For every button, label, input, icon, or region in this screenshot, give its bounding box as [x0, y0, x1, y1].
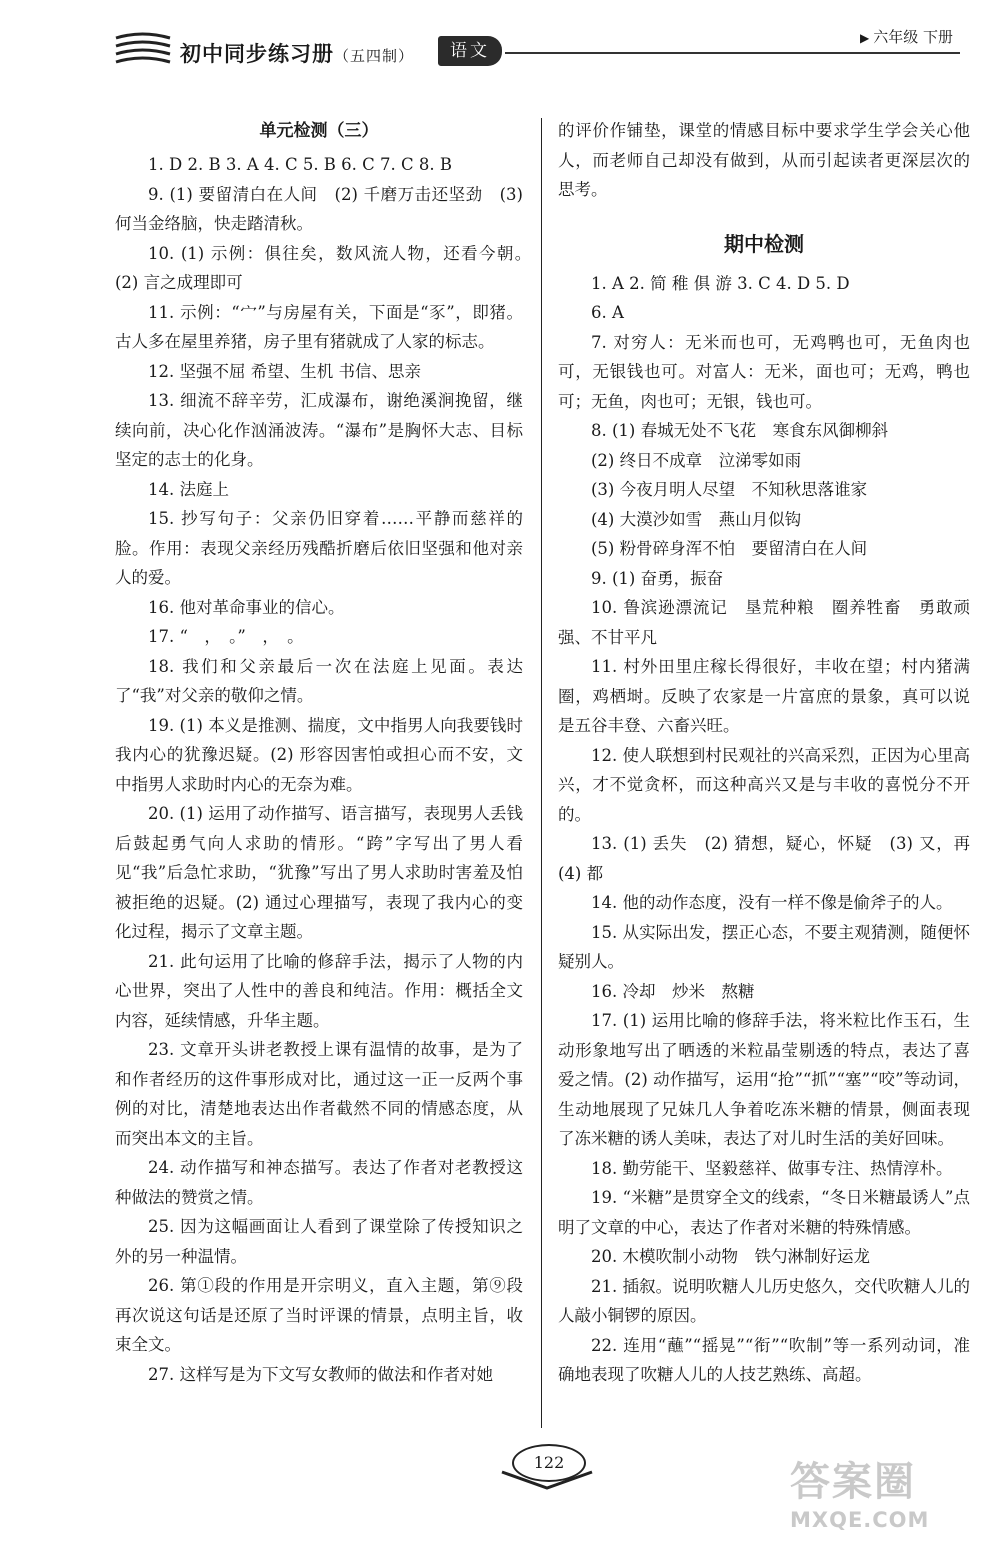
answer-item: 16. 冷却 炒米 熬糖 — [591, 981, 755, 1001]
answer-item: 10. 鲁滨逊漂流记 垦荒种粮 圈养牲畜 勇敢顽强、不甘平凡 — [558, 598, 970, 647]
watermark-url: MXQE.COM — [790, 1508, 930, 1532]
page-number: 122 — [512, 1444, 586, 1482]
left-answer-list — [115, 150, 540, 1389]
book-subtitle: （五四制） — [334, 47, 415, 65]
grade-label: ▶ 六年级 下册 — [860, 28, 954, 46]
page-header — [0, 0, 1000, 80]
answer-item: 20. 木模吹制小动物 铁勺淋制好运龙 — [591, 1247, 870, 1266]
answer-item: 12. 坚强不屈 希望、生机 书信、思亲 — [148, 361, 421, 381]
answer-item: 21. 插叙。说明吹糖人儿历史悠久，交代吹糖人儿的人敲小铜锣的原因。 — [558, 1276, 970, 1325]
answer-item: 6. A — [591, 303, 624, 322]
answer-item: 8. (1) 春城无处不飞花 寒食东风御柳斜 — [591, 421, 889, 440]
answer-item: 19. (1) 本义是推测、揣度，文中指男人向我要钱时我内心的犹豫迟疑。(2) 形容因害怕或担心而不安，文中指男人求助时内心的无奈为难。 — [115, 715, 523, 794]
answer-item: 17. (1) 运用比喻的修辞手法，将米粒比作玉石，生动形象地写出了晒透的米粒晶莹剔透的特点，表达了喜爱之情。(2) 动作描写，运用“抢”“抓”“塞”“咬”等动词，生动地展现了兄妹几人争着吃冻米糖的情景，侧面表现了冻米糖的诱人美味，表达了对儿时生活的美好回味。 — [558, 1011, 970, 1148]
continuation-paragraph: 的评价作铺垫，课堂的情感目标中要求学生学会关心他人，而老师自己却没有做到，从而引起读者更深层次的思考。 — [558, 121, 970, 199]
watermark-text: 答案圈 — [790, 1459, 916, 1505]
subject-badge: 语文 — [438, 36, 502, 66]
right-answer-list — [558, 269, 987, 1390]
answer-item: 7. 对穷人：无米而也可，无鸡鸭也可，无鱼肉也可，无银钱也可。对富人：无米，面也可；无鸡，鸭也可；无鱼，肉也可；无银，钱也可。 — [558, 332, 970, 411]
answer-item: 21. 此句运用了比喻的修辞手法，揭示了人物的内心世界，突出了人性中的善良和纯洁。作用：概括全文内容，延续情感，升华主题。 — [115, 951, 523, 1030]
section-title-midterm: 期中检测 — [724, 231, 804, 256]
answer-item: 9. (1) 要留清白在人间 (2) 千磨万击还坚劲 (3) 何当金络脑，快走踏清秋。 — [115, 184, 523, 233]
answer-item: 17. “ ， 。” ， 。 — [148, 627, 304, 646]
answer-item: (4) 大漠沙如雪 燕山月似钩 — [591, 509, 802, 529]
answer-item: 14. 他的动作态度，没有一样不像是偷斧子的人。 — [591, 893, 953, 912]
right-column — [558, 116, 987, 1390]
header-rule — [505, 52, 960, 54]
answer-item: 22. 连用“蘸”“摇晃”“衔”“吹制”等一系列动词，准确地表现了吹糖人儿的人技艺熟练、高超。 — [558, 1335, 970, 1384]
answer-item: 13. 细流不辞辛劳，汇成瀑布，谢绝溪涧挽留，继续向前，决心化作汹涌波涛。“瀑布”是胸怀大志、目标坚定的志士的化身。 — [115, 391, 523, 469]
answer-item: 14. 法庭上 — [148, 479, 229, 499]
answer-item: 11. 村外田里庄稼长得很好，丰收在望；村内猪满圈，鸡栖埘。反映了农家是一片富庶的景象，真可以说是五谷丰登、六畜兴旺。 — [558, 657, 970, 735]
answer-item: 9. (1) 奋勇，振奋 — [591, 568, 724, 588]
answer-item: 26. 第①段的作用是开宗明义，直入主题，第⑨段再次说这句话是还原了当时评课的情景，点明主旨，收束全文。 — [115, 1276, 523, 1354]
watermark — [790, 1456, 980, 1546]
column-divider — [541, 118, 542, 1428]
book-logo-icon — [112, 30, 174, 70]
answer-item: 15. 抄写句子：父亲仍旧穿着……平静而慈祥的脸。作用：表现父亲经历残酷折磨后依旧坚强和他对亲人的爱。 — [115, 509, 523, 587]
answer-item: 27. 这样写是为下文写女教师的做法和作者对她 — [148, 1364, 493, 1384]
answer-item: (5) 粉骨碎身浑不怕 要留清白在人间 — [591, 539, 868, 558]
answer-item: 18. 我们和父亲最后一次在法庭上见面。表达了“我”对父亲的敬仰之情。 — [115, 656, 523, 705]
answer-item: 25. 因为这幅画面让人看到了课堂除了传授知识之外的另一种温情。 — [115, 1217, 523, 1266]
answer-item: 13. (1) 丢失 (2) 猜想，疑心，怀疑 (3) 又，再 (4) 都 — [558, 834, 987, 883]
answer-item: 19. “米糖”是贯穿全文的线索，“冬日米糖最诱人”点明了文章的中心，表达了作者对米糖的特殊情感。 — [558, 1188, 970, 1237]
answer-item: 11. 示例：“宀”与房屋有关，下面是“豕”，即猪。古人多在屋里养猪，房子里有猪就成了人家的标志。 — [115, 302, 523, 351]
answer-item: 16. 他对革命事业的信心。 — [148, 597, 345, 617]
answer-item: (2) 终日不成章 泣涕零如雨 — [591, 450, 802, 470]
answer-item: 12. 使人联想到村民观社的兴高采烈，正因为心里高兴，才不觉贪杯，而这种高兴又是与丰收的喜悦分不开的。 — [558, 745, 970, 824]
answer-item: 15. 从实际出发，摆正心态，不要主观猜测，随便怀疑别人。 — [558, 922, 970, 971]
triangle-icon: ▶ — [860, 31, 870, 45]
answer-item: 23. 文章开头讲老教授上课有温情的故事，是为了和作者经历的这件事形成对比，通过这一正一反两个事例的对比，清楚地表达出作者截然不同的情感态度，从而突出本文的主旨。 — [115, 1040, 523, 1148]
answer-item: 20. (1) 运用了动作描写、语言描写，表现男人丢钱后鼓起勇气向人求助的情形。“跨”字写出了男人看见“我”后急忙求助，“犹豫”写出了男人求助时害羞及怕被拒绝的迟疑。(2) 通过心理描写，表现了我内心的变化过程，揭示了文章主题。 — [115, 804, 523, 941]
answer-item: 10. (1) 示例：俱往矣，数风流人物，还看今朝。 (2) 言之成理即可 — [115, 243, 540, 292]
answer-item: 18. 勤劳能干、坚毅慈祥、做事专注、热情淳朴。 — [591, 1158, 953, 1178]
book-title: 初中同步练习册（五四制） — [180, 42, 415, 66]
section-title-unit-test: 单元检测（三） — [259, 121, 379, 141]
answer-item: (3) 今夜月明人尽望 不知秋思落谁家 — [591, 480, 868, 499]
answer-item: 1. D 2. B 3. A 4. C 5. B 6. C 7. C 8. B — [148, 155, 453, 174]
left-column — [115, 116, 540, 1389]
answer-item: 1. A 2. 简 稚 俱 游 3. C 4. D 5. D — [591, 273, 850, 293]
answer-item: 24. 动作描写和神态描写。表达了作者对老教授这种做法的赞赏之情。 — [115, 1158, 523, 1207]
